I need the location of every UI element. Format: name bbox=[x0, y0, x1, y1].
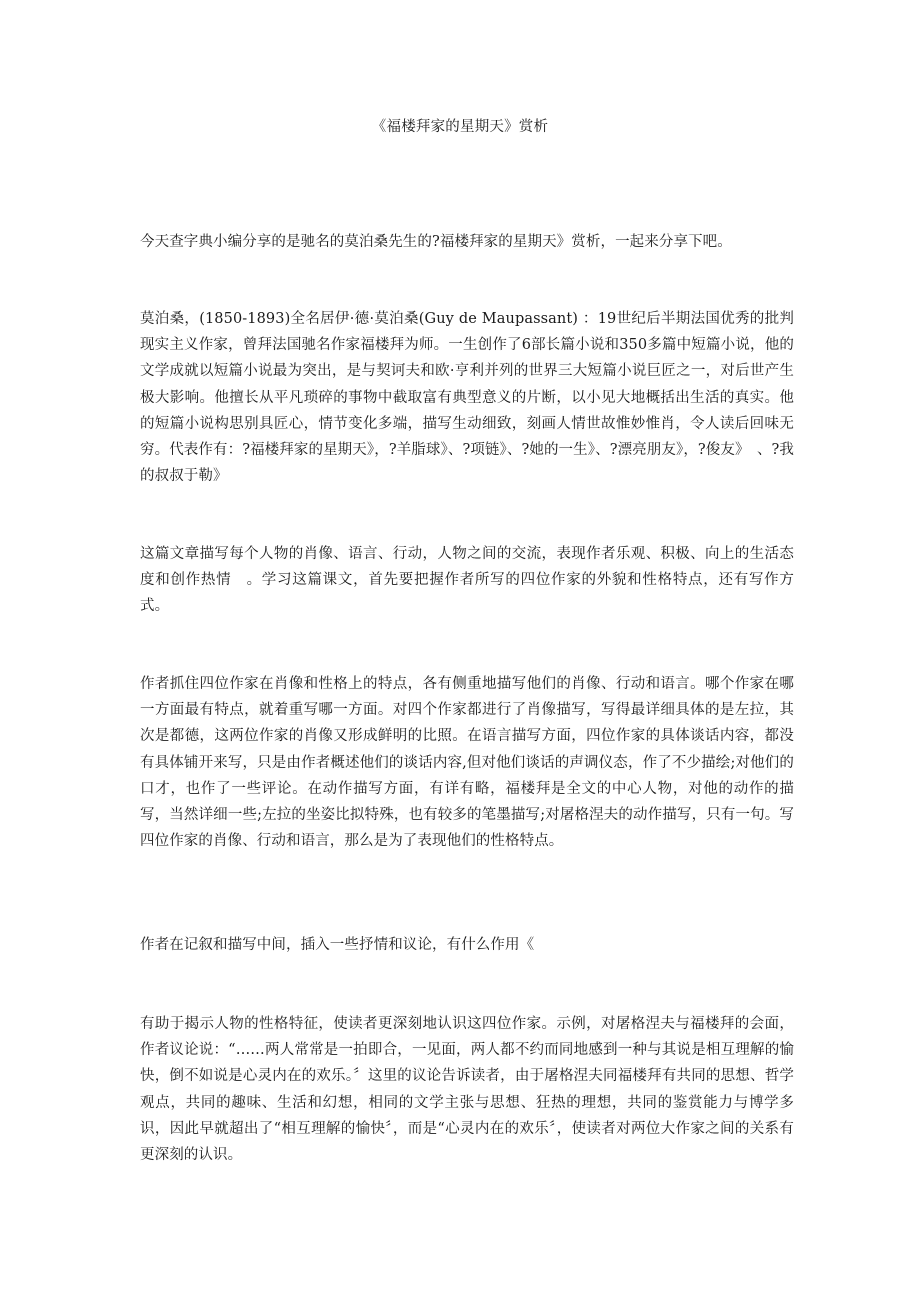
author-bio-paragraph: 莫泊桑，(1850-1893)全名居伊·德·莫泊桑(Guy de Maupassant) ：19世纪后半期法国优秀的批判现实主义作家，曾拜法国驰名作家福楼拜为师。一生创作了6部长篇小说和350多篇中短篇小说，他的文学成就以短篇小说最为突出，是与契诃夫和欧·亨利并列的世界三大短篇小说巨匠之一，对后世产生极大影响。他擅长从平凡琐碎的事物中截取富有典型意义的片断，以小见大地概括出生活的真实。他的短篇小说构思别具匠心，情节变化多端，描写生动细致，刻画人情世故惟妙惟肖，令人读后回味无穷。代表作有：?福楼拜家的星期天》，?羊脂球》、?项链》、?她的一生》、?漂亮朋友》，?俊友》 、?我的叔叔于勒》 bbox=[140, 311, 795, 485]
character-description-paragraph: 作者抓住四位作家在肖像和性格上的特点，各有侧重地描写他们的肖像、行动和语言。哪个作家在哪一方面最有特点，就着重写哪一方面。对四个作家都进行了肖像描写，写得最详细具体的是左拉，其次是都德，这两位作家的肖像又形成鲜明的比照。在语言描写方面，四位作家的具体谈话内容，都没有具体铺开来写，只是由作者概述他们的谈话内容,但对他们谈话的声调仪态，作了不少描绘;对他们的口才，也作了一些评论。在动作描写方面，有详有略，福楼拜是全文的中心人物，对他的动作的描写，当然详细一些;左拉的坐姿比拟特殊，也有较多的笔墨描写;对屠格涅夫的动作描写，只有一句。写四位作家的肖像、行动和语言，那么是为了表现他们的性格特点。 bbox=[140, 676, 794, 850]
question-paragraph: 作者在记叙和描写中间，插入一些抒情和议论，有什么作用《 bbox=[140, 937, 535, 953]
document-title: 《福楼拜家的星期天》赏析 bbox=[371, 119, 549, 135]
intro-paragraph: 今天查字典小编分享的是驰名的莫泊桑先生的?福楼拜家的星期天》赏析，一起来分享下吧。 bbox=[140, 234, 732, 250]
article-summary-paragraph: 这篇文章描写每个人物的肖像、语言、行动，人物之间的交流，表现作者乐观、积极、向上的生活态度和创作热情 。学习这篇课文，首先要把握作者所写的四位作家的外貌和性格特点，还有写作方式。 bbox=[140, 546, 794, 615]
answer-paragraph: 有助于揭示人物的性格特征，使读者更深刻地认识这四位作家。示例，对屠格涅夫与福楼拜的会面，作者议论说：“……两人常常是一拍即合，一见面，两人都不约而同地感到一种与其说是相互理解的愉快，倒不如说是心灵内在的欢乐。〞这里的议论告诉读者，由于屠格涅夫同福楼拜有共同的思想、哲学观点，共同的趣味、生活和幻想，相同的文学主张与思想、狂热的理想，共同的鉴赏能力与博学多识，因此早就超出了“相互理解的愉快〞，而是“心灵内在的欢乐〞，使读者对两位大作家之间的关系有更深刻的认识。 bbox=[140, 1016, 794, 1164]
